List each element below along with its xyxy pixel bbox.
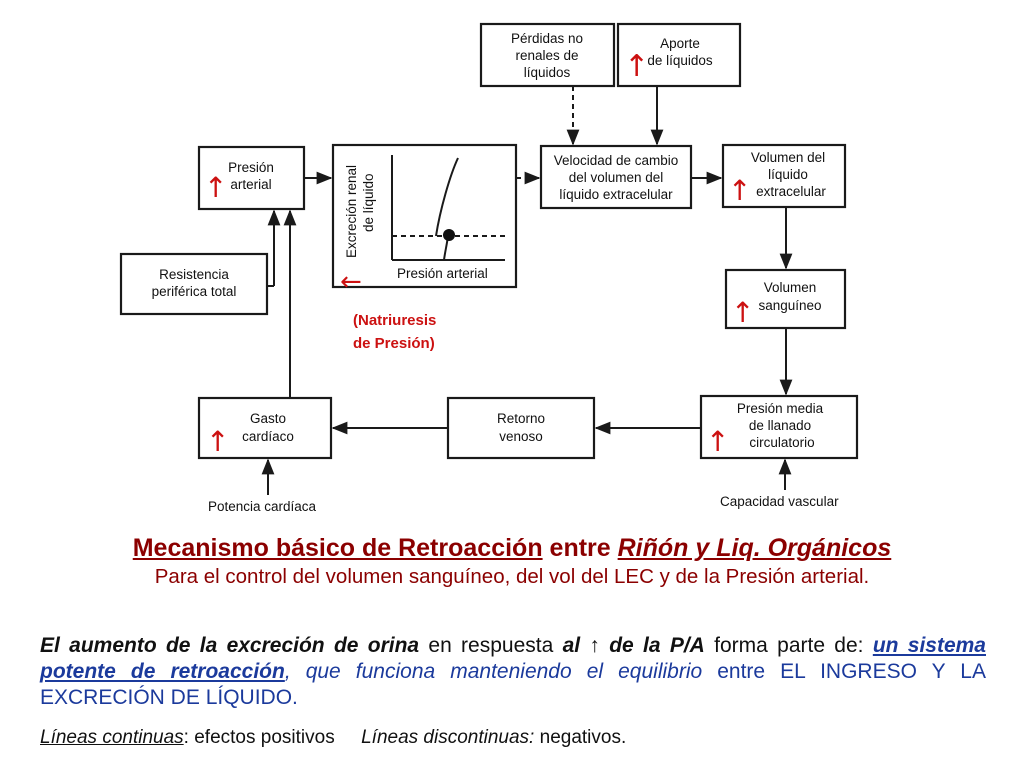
- up-arrow-lec: ↑: [728, 174, 752, 207]
- resistencia-line1: Resistencia: [159, 267, 229, 282]
- box-resistencia: [121, 254, 267, 314]
- perdidas-line1: Pérdidas no: [510, 31, 584, 46]
- presion-line1: Presión: [228, 160, 274, 175]
- capacidad-label: Capacidad vascular: [720, 494, 839, 509]
- perdidas-line3: líquidos: [523, 65, 571, 80]
- line-legend: [40, 727, 626, 749]
- media-line1: Presión media: [736, 401, 824, 416]
- caption-subtitle: Para el control del volumen sanguíneo, del vol del LEC y de la Presión arterial.: [154, 565, 870, 588]
- para-p6: , que funciona manteniendo el equilibrio: [284, 660, 703, 683]
- retorno-line2: venoso: [499, 429, 543, 444]
- up-arrow-aporte: ↑: [624, 49, 650, 84]
- media-line2: de llanado: [748, 418, 812, 433]
- sanguineo-line1: Volumen: [763, 280, 817, 295]
- aporte-line2: de líquidos: [647, 53, 713, 68]
- legend-disc-text: negativos.: [534, 727, 627, 748]
- box-presion-media: [701, 396, 857, 458]
- box-retorno: [448, 398, 594, 458]
- velocidad-line1: Velocidad de cambio: [553, 153, 679, 168]
- sanguineo-line2: sanguíneo: [758, 298, 822, 313]
- title-part2: entre: [542, 534, 618, 562]
- aporte-line1: Aporte: [660, 36, 700, 51]
- perdidas-line2: renales de: [515, 48, 579, 63]
- left-arrow-graph: ←: [340, 267, 362, 297]
- box-presion-arterial: [199, 147, 304, 209]
- box-perdidas: [481, 24, 614, 86]
- box-volumen-sanguineo: [726, 270, 845, 329]
- para-p1: El aumento de la excreción de orina: [40, 634, 420, 657]
- lec-line1: Volumen del: [750, 150, 826, 165]
- graph-xlabel: Presión arterial: [397, 266, 488, 281]
- box-velocidad: [541, 146, 691, 208]
- box-aporte: [618, 24, 740, 86]
- para-p4: forma parte de:: [704, 634, 873, 657]
- natriuresis-line2: de Presión): [353, 335, 435, 352]
- box-volumen-lec: [723, 145, 845, 207]
- gasto-line2: cardíaco: [242, 429, 294, 444]
- up-arrow-gasto: ↑: [206, 425, 230, 458]
- caption: [0, 533, 1024, 590]
- explanation-paragraph: [40, 633, 986, 711]
- up-arrow-presion: ↑: [204, 171, 228, 204]
- para-p5: un sistema potente de retroacción: [40, 634, 986, 683]
- presion-line2: arterial: [230, 177, 272, 192]
- title-part3: Riñón y Liq. Orgánicos: [617, 534, 892, 562]
- natriuresis-line1: (Natriuresis: [353, 312, 437, 329]
- para-p3: al ↑ de la P/A: [562, 634, 705, 657]
- box-graph: [333, 145, 516, 297]
- gasto-line1: Gasto: [249, 411, 287, 426]
- title-part1: Mecanismo básico de Retroacción: [132, 534, 543, 562]
- legend-cont-label: Líneas continuas: [40, 727, 184, 748]
- para-p2: en respuesta: [419, 634, 563, 657]
- velocidad-line2: del volumen del: [568, 170, 664, 185]
- para-p7: entre EL INGRESO Y LA EXCRECIÓN DE LÍQUIDO.: [40, 660, 986, 709]
- media-line3: circulatorio: [749, 435, 815, 450]
- velocidad-line3: líquido extracelular: [559, 187, 673, 202]
- retorno-line1: Retorno: [496, 411, 546, 426]
- potencia-label: Potencia cardíaca: [208, 499, 317, 514]
- graph-ylabel-1: Excreción renal: [344, 164, 359, 258]
- caption-title: [0, 533, 1024, 563]
- lec-line3: extracelular: [756, 184, 826, 199]
- equilibrium-point: [443, 229, 455, 241]
- up-arrow-presion-media: ↑: [706, 425, 730, 458]
- graph-ylabel-2: de líquido: [361, 173, 376, 232]
- lec-line2: líquido: [768, 167, 808, 182]
- legend-disc-label: Líneas discontinuas:: [361, 727, 535, 748]
- legend-cont-text: : efectos positivos: [183, 727, 335, 748]
- up-arrow-sanguineo: ↑: [731, 296, 755, 329]
- box-gasto: [199, 398, 331, 458]
- resistencia-line2: periférica total: [151, 284, 237, 299]
